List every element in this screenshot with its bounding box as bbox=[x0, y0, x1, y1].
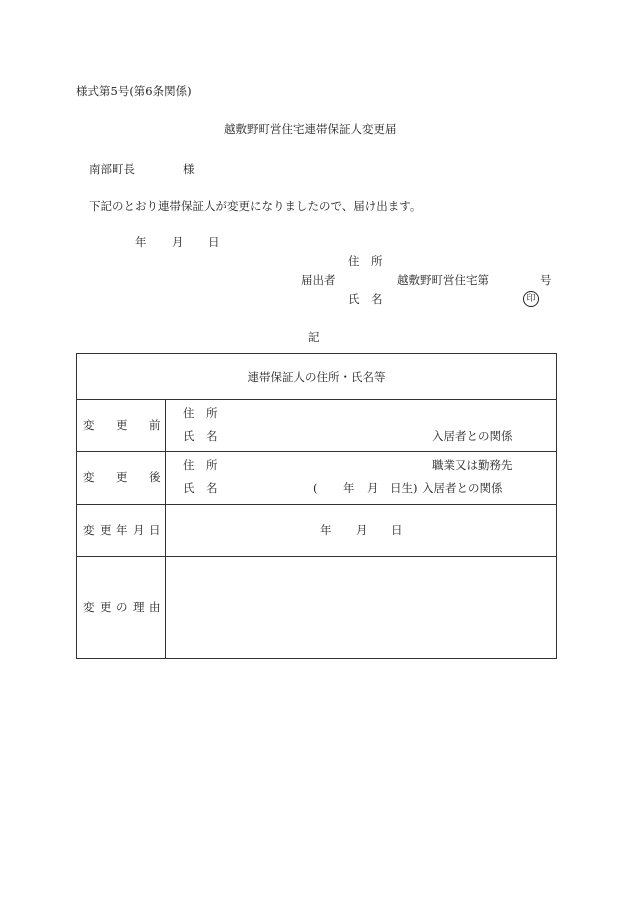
before-address-label: 住 所 bbox=[183, 406, 218, 420]
table-header-row bbox=[77, 354, 557, 400]
reason-label-char: の bbox=[116, 600, 128, 614]
before-name-label: 氏 名 bbox=[183, 429, 218, 443]
intro-text: 下記のとおり連帯保証人が変更になりましたので、届け出ます。 bbox=[89, 199, 422, 213]
change-year: 年 bbox=[320, 523, 332, 537]
reason-label-char: 更 bbox=[100, 600, 112, 614]
birth-open-paren: ( bbox=[313, 481, 318, 495]
seal-mark: 印 bbox=[523, 291, 539, 307]
change-date-label-char: 月 bbox=[133, 523, 145, 537]
after-address-label: 住 所 bbox=[183, 458, 218, 472]
reason-row bbox=[77, 557, 557, 659]
after-label-char: 更 bbox=[116, 470, 128, 484]
reason-label-char: 変 bbox=[83, 600, 95, 614]
change-date-content-cell bbox=[166, 505, 557, 557]
submitter-label: 届出者 bbox=[301, 273, 336, 287]
table-header: 連帯保証人の住所・氏名等 bbox=[77, 354, 557, 400]
change-day: 日 bbox=[391, 523, 403, 537]
before-relation-label: 入居者との関係 bbox=[432, 429, 513, 443]
housing-label: 越敷野町営住宅第 bbox=[397, 273, 489, 287]
date-year: 年 bbox=[135, 235, 147, 249]
applicant-name-label: 氏 名 bbox=[348, 292, 383, 306]
after-relation-label: 入居者との関係 bbox=[422, 481, 503, 495]
reason-label-char: 理 bbox=[133, 600, 145, 614]
housing-number-suffix: 号 bbox=[540, 273, 552, 287]
before-label-cell bbox=[77, 400, 166, 452]
after-label-char: 変 bbox=[83, 470, 95, 484]
before-content-cell bbox=[166, 400, 557, 452]
change-date-label-char: 日 bbox=[149, 523, 161, 537]
birth-month: 月 bbox=[367, 481, 379, 495]
before-label-char: 更 bbox=[116, 418, 128, 432]
date-day: 日 bbox=[208, 235, 220, 249]
addressee-honorific: 様 bbox=[183, 162, 195, 176]
date-month: 月 bbox=[172, 235, 184, 249]
form-number: 様式第5号(第6条関係) bbox=[76, 84, 192, 98]
after-name-label: 氏 名 bbox=[183, 481, 218, 495]
after-label-cell bbox=[77, 452, 166, 505]
reason-label-char: 由 bbox=[149, 600, 161, 614]
document-title: 越敷野町営住宅連帯保証人変更届 bbox=[224, 122, 397, 136]
after-job-label: 職業又は勤務先 bbox=[432, 458, 513, 472]
change-month: 月 bbox=[356, 523, 368, 537]
before-label-char: 前 bbox=[149, 418, 161, 432]
change-date-row bbox=[77, 505, 557, 557]
change-date-label-char: 更 bbox=[100, 523, 112, 537]
change-date-label-cell bbox=[77, 505, 166, 557]
reason-label-cell bbox=[77, 557, 166, 659]
before-label-char: 変 bbox=[83, 418, 95, 432]
reason-content-cell[interactable] bbox=[166, 557, 557, 659]
after-content-cell bbox=[166, 452, 557, 505]
addressee-name: 南部町長 bbox=[89, 162, 135, 176]
applicant-address-label: 住 所 bbox=[348, 254, 383, 268]
change-date-label-char: 変 bbox=[83, 523, 95, 537]
birth-year: 年 bbox=[343, 481, 355, 495]
guarantor-table bbox=[76, 353, 557, 659]
before-row bbox=[77, 400, 557, 452]
change-date-label-char: 年 bbox=[116, 523, 128, 537]
ki-heading: 記 bbox=[308, 330, 320, 344]
after-row bbox=[77, 452, 557, 505]
after-label-char: 後 bbox=[149, 470, 161, 484]
birth-day: 日生) bbox=[390, 481, 418, 495]
